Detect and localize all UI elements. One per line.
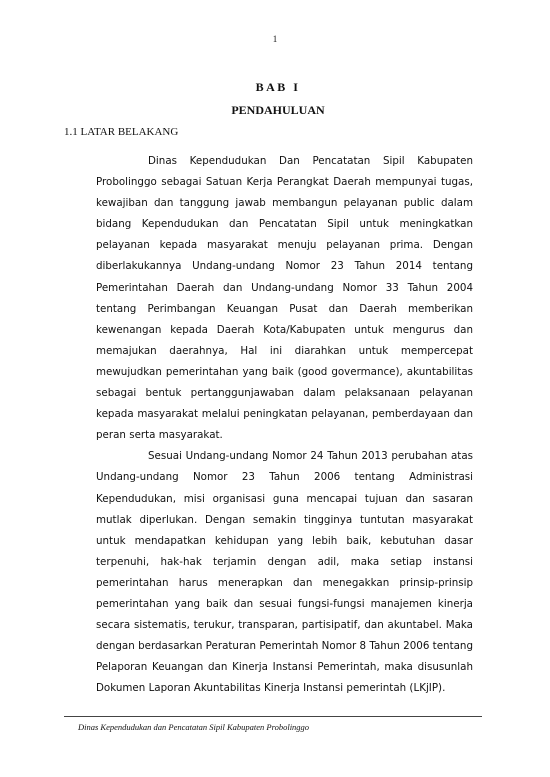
paragraph-1: Dinas Kependudukan Dan Pencatatan Sipil Kabupaten Probolinggo sebagai Satuan Kerja Perangkat Daerah mempunyai tugas, kewajiban dan tanggung jawab membangun pelayanan public dalam bidang Kependudukan dan Pencatatan Sipil untuk meningkatkan pelayanan kepada masyarakat menuju pelayanan prima. Dengan diberlakukannya Undang-undang Nomor 23 Tahun 2014 tentang Pemerintahan Daerah dan Undang-undang Nomor 33 Tahun 2004 tentang Perimbangan Keuangan Pusat dan Daerah memberikan kewenangan kepada Daerah Kota/Kabupaten untuk mengurus dan memajukan daerahnya, Hal ini diarahkan untuk mempercepat mewujudkan pemerintahan yang baik (good govermance), akuntabilitas sebagai bentuk pertanggunjawaban dalam pelaksanaan pelayanan kepada masyarakat melalui peningkatan pelayanan, pemberdayaan dan peran serta masyarakat. (96, 155, 473, 442)
chapter-title: PENDAHULUAN (231, 103, 325, 117)
page-footer: Dinas Kependudukan dan Pencatatan Sipil Kabupaten Probolinggo (78, 722, 310, 732)
body-text (96, 151, 473, 699)
paragraph-2: Sesuai Undang-undang Nomor 24 Tahun 2013 perubahan atas Undang-undang Nomor 23 Tahun 2006 tentang Administrasi Kependudukan, misi organisasi guna mencapai tujuan dan sasaran mutlak diperlukan. Dengan semakin tingginya tuntutan masyarakat untuk mendapatkan kehidupan yang lebih baik, kebutuhan dasar terpenuhi, hak-hak terjamin dengan adil, maka setiap instansi pemerintahan harus menerapkan dan menegakkan prinsip-prinsip pemerintahan yang baik dan sesuai fungsi-fungsi manajemen kinerja secara sistematis, terukur, transparan, partisipatif, dan akuntabel. Maka dengan berdasarkan Peraturan Pemerintah Nomor 8 Tahun 2006 tentang Pelaporan Keuangan dan Kinerja Instansi Pemerintah, maka disusunlah Dokumen Laporan Akuntabilitas Kinerja Instansi pemerintah (LKjIP). (96, 450, 473, 695)
footer-divider (64, 716, 482, 717)
section-heading: 1.1 LATAR BELAKANG (64, 126, 179, 138)
chapter-label: BAB I (255, 80, 301, 94)
page-number: 1 (272, 34, 278, 44)
